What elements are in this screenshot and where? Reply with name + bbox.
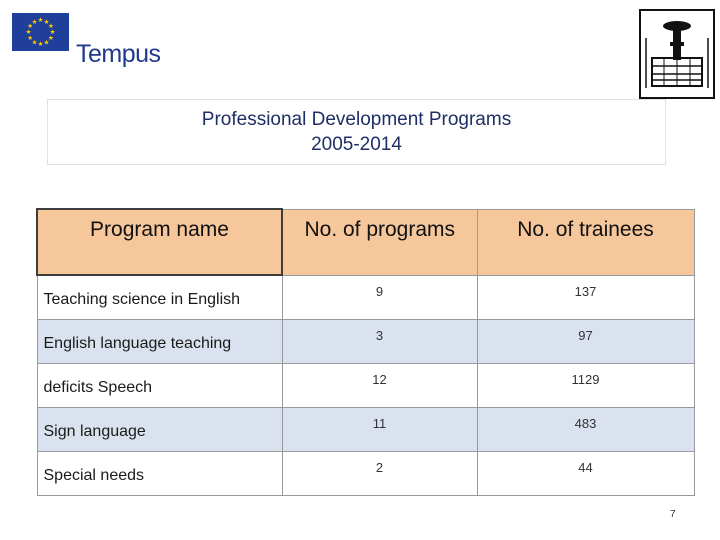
- trainees-count-cell: 97: [477, 319, 694, 363]
- eu-star-icon: ★: [31, 18, 38, 26]
- programs-count-cell: 2: [282, 451, 477, 495]
- eu-star-icon: ★: [27, 35, 34, 43]
- table-row: [37, 363, 694, 407]
- program-name-cell: English language teaching: [37, 319, 282, 363]
- column-header-num-programs: No. of programs: [282, 209, 477, 275]
- eu-star-icon: ★: [37, 17, 44, 25]
- table-row: [37, 407, 694, 451]
- eu-star-icon: ★: [43, 39, 50, 47]
- program-name-cell: Sign language: [37, 407, 282, 451]
- programs-count-cell: 3: [282, 319, 477, 363]
- eu-star-icon: ★: [31, 39, 38, 47]
- trainees-count-cell: 137: [477, 275, 694, 319]
- page-subtitle: 2005-2014: [311, 134, 402, 155]
- trainees-count-cell: 44: [477, 451, 694, 495]
- table-row: [37, 451, 694, 495]
- eu-star-icon: ★: [47, 23, 54, 31]
- programs-count-cell: 11: [282, 407, 477, 451]
- title-box: [47, 99, 666, 165]
- eu-star-icon: ★: [43, 18, 50, 26]
- column-header-program-name: Program name: [37, 209, 282, 275]
- eu-star-icon: ★: [49, 29, 56, 37]
- program-name-cell: Special needs: [37, 451, 282, 495]
- programs-count-cell: 12: [282, 363, 477, 407]
- eu-star-icon: ★: [37, 41, 44, 49]
- trainees-count-cell: 1129: [477, 363, 694, 407]
- eu-flag-icon: [12, 13, 69, 51]
- program-name-cell: deficits Speech: [37, 363, 282, 407]
- page-title: Professional Development Programs: [201, 109, 512, 130]
- tempus-logo-text: Tempus: [76, 40, 161, 68]
- trainees-count-cell: 483: [477, 407, 694, 451]
- university-seal-icon: [638, 8, 716, 100]
- program-name-cell: Teaching science in English: [37, 275, 282, 319]
- programs-table: [36, 208, 695, 496]
- column-header-num-trainees: No. of trainees: [477, 209, 694, 275]
- table-row: [37, 275, 694, 319]
- eu-star-icon: ★: [25, 29, 32, 37]
- eu-star-icon: ★: [27, 23, 34, 31]
- table-header-row: [37, 209, 694, 275]
- programs-count-cell: 9: [282, 275, 477, 319]
- eu-star-icon: ★: [47, 35, 54, 43]
- table-row: [37, 319, 694, 363]
- page-number: 7: [670, 509, 676, 520]
